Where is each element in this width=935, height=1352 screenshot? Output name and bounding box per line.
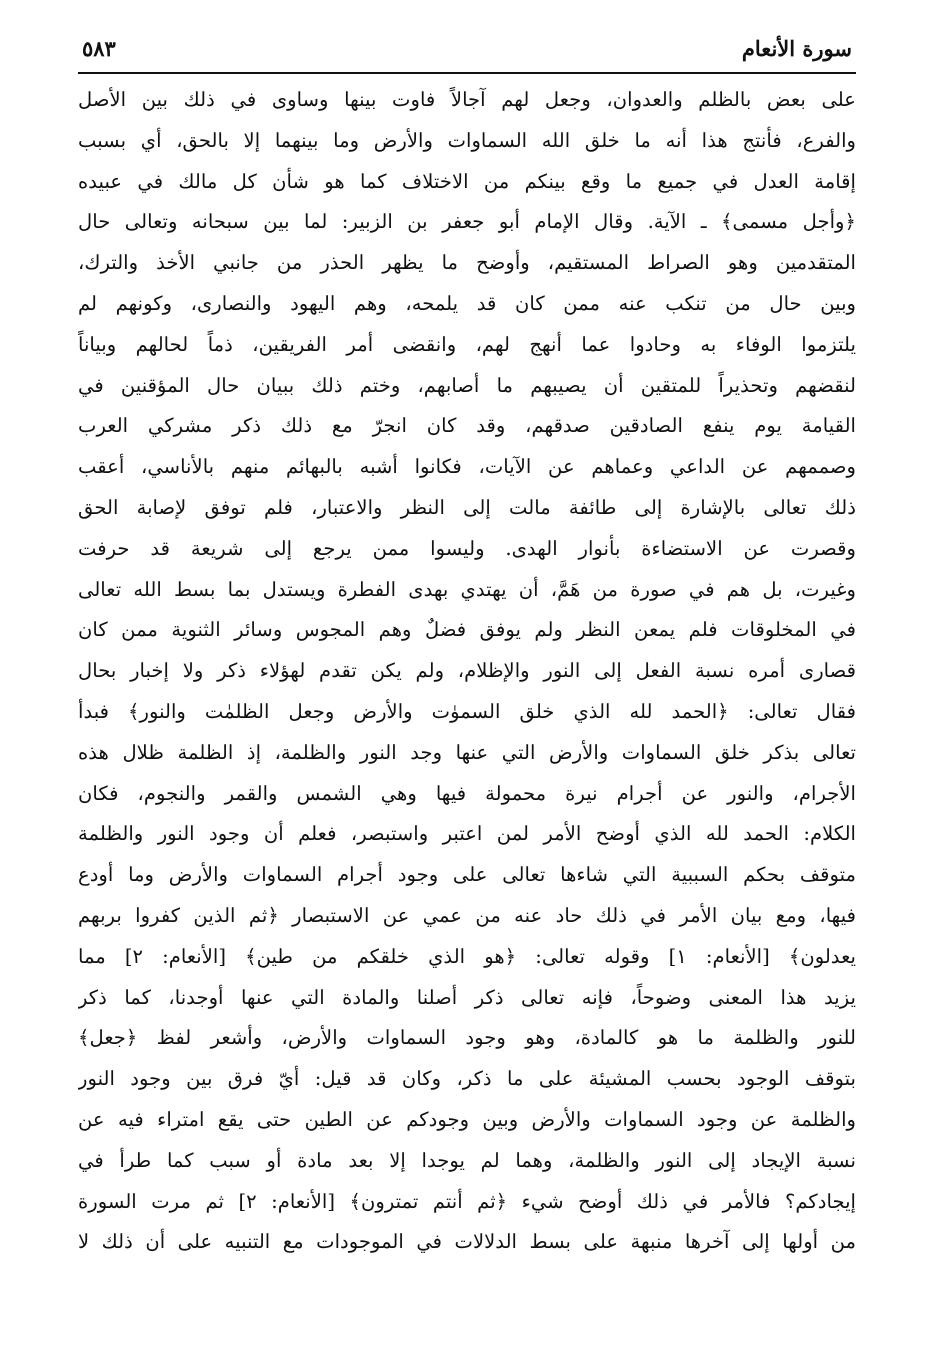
text-line: إقامة العدل في جميع ما وقع بينكم من الاختلاف كما هو شأن كل مالك في عبيده: [78, 169, 856, 193]
text-line: وغيرت، بل هم في صورة من هَمَّ، أن يهتدي بهدى الفطرة ويستدل بما بسط الله تعالى: [78, 577, 856, 601]
text-line: إيجادكم؟ فالأمر في ذلك أوضح شيء ﴿ثم أنتم تمترون﴾ [الأنعام: ٢] ثم مرت السورة: [78, 1189, 856, 1213]
text-line: على بعض بالظلم والعدوان، وجعل لهم آجالاً فاوت بينها وساوى في ذلك بين الأصل: [78, 88, 856, 111]
body-text: [78, 80, 856, 1263]
text-line: بتوقف الوجود بحسب المشيئة على ما ذكر، وكان قد قيل: أيّ فرق بين وجود النور: [78, 1067, 856, 1091]
text-line: يعدلون﴾ [الأنعام: ١] وقوله تعالى: ﴿هو الذي خلقكم من طين﴾ [الأنعام: ٢] مما: [78, 944, 856, 968]
text-line: فيها، ومع بيان الأمر في ذلك حاد عنه من عمي عن الاستبصار ﴿ثم الذين كفروا بربهم: [78, 903, 856, 927]
text-line: يزيد هذا المعنى وضوحاً، فإنه تعالى ذكر أصلنا والمادة التي عنها أوجدنا، كما ذكر: [78, 985, 856, 1009]
text-line: القيامة يوم ينفع الصادقين صدقهم، وقد كان انجرّ مع ذلك ذكر مشركي العرب: [78, 414, 856, 438]
book-page: [78, 36, 856, 1263]
text-line: قصارى أمره نسبة الفعل إلى النور والإظلام، ولم يكن تقدم لهؤلاء ذكر ولا إخبار بحال: [78, 659, 856, 683]
page-number: ٥٨٣: [82, 36, 116, 61]
text-line: متوقف بحكم السببية التي شاءها تعالى على وجود أجرام السماوات والأرض وما أودع: [78, 863, 856, 887]
text-line: وصممهم عن الداعي وعماهم عن الآيات، فكانوا أشبه بالبهائم منهم بالأناسي، أعقب: [78, 455, 856, 479]
text-line: نسبة الإيجاد إلى النور والظلمة، وهما لم يوجدا إلا بعد مادة أو سبب كما طرأ في: [78, 1148, 856, 1172]
text-line: تعالى بذكر خلق السماوات والأرض التي عنها وجد النور والظلمة، إذ الظلمة ظلال هذه: [78, 740, 856, 764]
text-line: يلتزموا الوفاء به وحادوا عما أنهج لهم، وانقضى أمر الفريقين، ذماً لحالهم وبياناً: [78, 332, 856, 356]
text-line: وقصرت عن الاستضاءة بأنوار الهدى. وليسوا ممن يرجع إلى شريعة قد حرفت: [78, 536, 856, 560]
text-line: والفرع، فأنتج هذا أنه ما خلق الله السماوات والأرض وما بينهما إلا بالحق، أي بسبب: [78, 128, 856, 152]
text-line: الكلام: الحمد لله الذي أوضح الأمر لمن اعتبر واستبصر، فعلم أن وجود النور والظلمة: [78, 822, 856, 846]
text-line: والظلمة عن وجود السماوات والأرض وبين وجودكم عن الطين حتى يقع امتراء فيه عن: [78, 1107, 856, 1131]
text-line: من أولها إلى آخرها منبهة على بسط الدلالات في الموجودات مع التنبيه على أن ذلك لا: [78, 1230, 856, 1254]
surah-title: سورة الأنعام: [741, 36, 852, 61]
text-line: في المخلوقات فلم يمعن النظر ولم يوفق فضلٌ وهم المجوس وسائر الثنوية ممن كان: [78, 618, 856, 642]
text-line: ذلك تعالى بالإشارة إلى طائفة مالت إلى النظر والاعتبار، فلم توفق لإصابة الحق: [78, 495, 856, 519]
text-line: للنور والظلمة ما هو كالمادة، وهو وجود السماوات والأرض، وأشعر لفظ ﴿جعل﴾: [78, 1026, 856, 1050]
text-line: الأجرام، والنور عن أجرام نيرة محمولة فيها وهي الشمس والقمر والنجوم، فكان: [78, 781, 856, 805]
text-line: وبين حال من تنكب عنه ممن كان قد يلمحه، وهم اليهود والنصارى، وكونهم لم: [78, 291, 856, 315]
text-line: ﴿وأجل مسمى﴾ ـ الآية. وقال الإمام أبو جعفر بن الزبير: لما بين سبحانه وتعالى حال: [78, 210, 856, 234]
text-line: فقال تعالى: ﴿الحمد لله الذي خلق السموٰت والأرض وجعل الظلمٰت والنور﴾ فبدأ: [78, 699, 856, 723]
text-line: لنقضهم وتحذيراً للمتقين أن يصيبهم ما أصابهم، وختم ذلك ببيان حال المؤقنين في: [78, 373, 856, 397]
page-header: [78, 36, 856, 74]
text-line: المتقدمين وهو الصراط المستقيم، وأوضح ما يظهر الحذر من جانبي الأخذ والترك،: [78, 251, 856, 275]
